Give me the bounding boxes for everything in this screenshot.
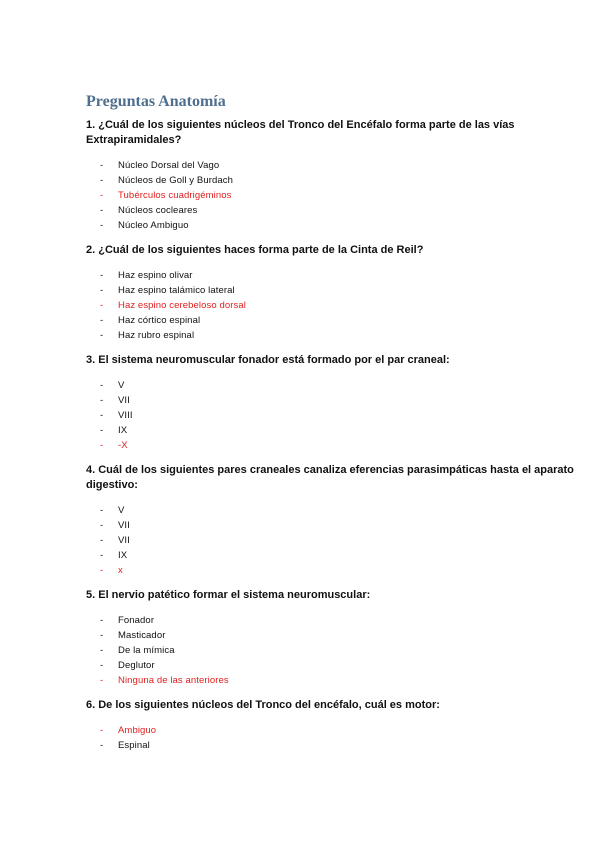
answer-text: V [118, 505, 125, 516]
list-dash: - [100, 630, 104, 641]
answer-text: VII [118, 520, 130, 531]
answer-text: Haz espino talámico lateral [118, 285, 235, 296]
list-dash: - [100, 160, 104, 171]
answer-option [86, 503, 576, 518]
list-dash: - [100, 330, 104, 341]
answer-option [86, 158, 576, 173]
question-6 [86, 698, 576, 753]
list-dash: - [100, 660, 104, 671]
list-dash: - [100, 285, 104, 296]
answer-text: Haz córtico espinal [118, 315, 201, 326]
list-dash: - [100, 535, 104, 546]
answer-option [86, 628, 576, 643]
question-text: 5. El nervio patético formar el sistema neuromuscular: [86, 589, 371, 601]
list-dash: - [100, 175, 104, 186]
list-dash: - [100, 615, 104, 626]
list-dash: - [100, 300, 104, 311]
answer-text: VII [118, 395, 130, 406]
question-2 [86, 243, 576, 343]
answer-text: x [118, 565, 123, 576]
question-4 [86, 463, 576, 578]
question-text: 1. ¿Cuál de los siguientes núcleos del Tronco del Encéfalo forma parte de las vías Extrapiramidales? [86, 119, 515, 146]
question-text: 3. El sistema neuromuscular fonador está formado por el par craneal: [86, 354, 450, 366]
answer-option [86, 328, 576, 343]
answer-option [86, 408, 576, 423]
answer-option [86, 268, 576, 283]
list-dash: - [100, 395, 104, 406]
answer-options [86, 378, 576, 453]
answer-text: Fonador [118, 615, 155, 626]
answer-option-correct [86, 188, 576, 203]
list-dash: - [100, 645, 104, 656]
list-dash: - [100, 410, 104, 421]
list-dash: - [100, 565, 104, 576]
answer-text: Núcleos cocleares [118, 205, 198, 216]
answer-text: -X [118, 440, 128, 451]
answer-options [86, 613, 576, 688]
answer-text: Ambiguo [118, 725, 157, 736]
answer-option [86, 533, 576, 548]
question-text: 2. ¿Cuál de los siguientes haces forma parte de la Cinta de Reil? [86, 244, 424, 256]
answer-text: Núcleo Ambiguo [118, 220, 189, 231]
answer-text: Espinal [118, 740, 150, 751]
answer-text: Ninguna de las anteriores [118, 675, 229, 686]
list-dash: - [100, 315, 104, 326]
list-dash: - [100, 505, 104, 516]
answer-options [86, 723, 576, 753]
answer-text: Núcleos de Goll y Burdach [118, 175, 233, 186]
answer-text: VII [118, 535, 130, 546]
answer-option [86, 393, 576, 408]
answer-option [86, 518, 576, 533]
answer-option [86, 658, 576, 673]
answer-option [86, 378, 576, 393]
answer-text: VIII [118, 410, 133, 421]
answer-text: Haz espino cerebeloso dorsal [118, 300, 246, 311]
question-3 [86, 353, 576, 453]
list-dash: - [100, 725, 104, 736]
answer-option [86, 423, 576, 438]
answer-options [86, 268, 576, 343]
answer-text: V [118, 380, 125, 391]
answer-text: Deglutor [118, 660, 155, 671]
list-dash: - [100, 220, 104, 231]
answer-text: Masticador [118, 630, 166, 641]
list-dash: - [100, 425, 104, 436]
document-title: Preguntas Anatomía [86, 93, 226, 110]
list-dash: - [100, 380, 104, 391]
answer-option [86, 173, 576, 188]
question-text: 6. De los siguientes núcleos del Tronco del encéfalo, cuál es motor: [86, 699, 440, 711]
list-dash: - [100, 675, 104, 686]
question-5 [86, 588, 576, 688]
list-dash: - [100, 740, 104, 751]
list-dash: - [100, 550, 104, 561]
list-dash: - [100, 440, 104, 451]
list-dash: - [100, 520, 104, 531]
answer-options [86, 158, 576, 233]
answer-option-correct [86, 438, 576, 453]
answer-option-correct [86, 673, 576, 688]
answer-text: Haz rubro espinal [118, 330, 195, 341]
answer-text: IX [118, 425, 128, 436]
answer-option [86, 218, 576, 233]
answer-option [86, 313, 576, 328]
document-page [86, 92, 576, 763]
answer-text: Núcleo Dorsal del Vago [118, 160, 220, 171]
answer-option [86, 548, 576, 563]
answer-options [86, 503, 576, 578]
answer-option [86, 643, 576, 658]
answer-option-correct [86, 298, 576, 313]
list-dash: - [100, 190, 104, 201]
answer-option-correct [86, 563, 576, 578]
list-dash: - [100, 270, 104, 281]
answer-option [86, 283, 576, 298]
answer-option [86, 613, 576, 628]
question-1 [86, 118, 576, 233]
answer-option-correct [86, 723, 576, 738]
answer-text: Tubérculos cuadrigéminos [118, 190, 232, 201]
question-text: 4. Cuál de los siguientes pares craneales canaliza eferencias parasimpáticas hasta el aparato digestivo: [86, 464, 574, 491]
answer-option [86, 203, 576, 218]
answer-text: De la mímica [118, 645, 175, 656]
answer-text: IX [118, 550, 128, 561]
answer-text: Haz espino olivar [118, 270, 193, 281]
question-list [86, 118, 576, 753]
answer-option [86, 738, 576, 753]
list-dash: - [100, 205, 104, 216]
